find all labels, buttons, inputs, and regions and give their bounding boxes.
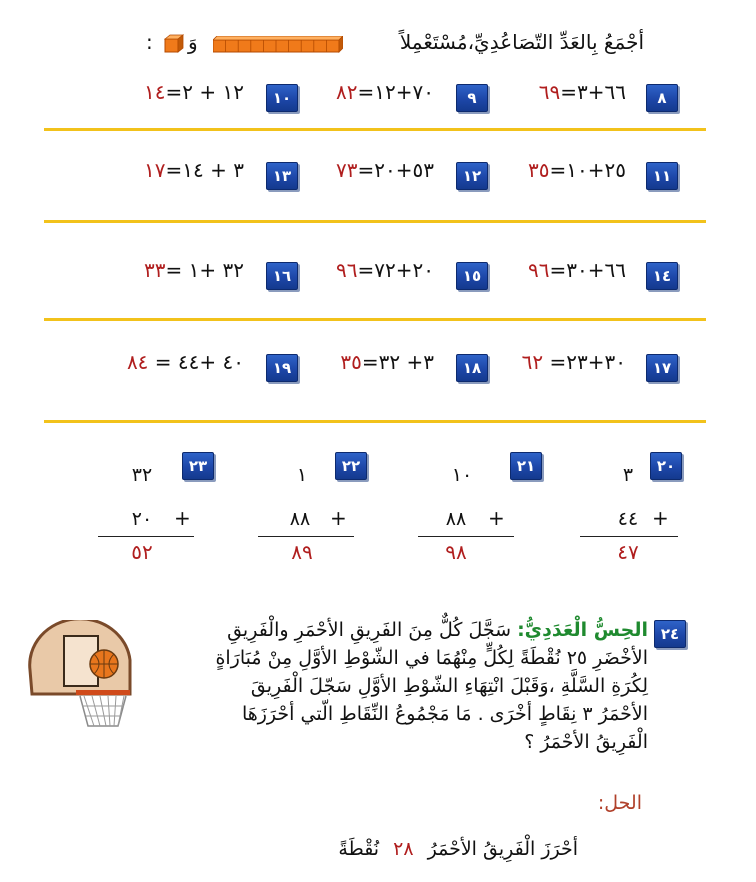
plus-sign: + — [652, 506, 669, 530]
equation-expression: ٧٠+١٢= — [357, 80, 434, 104]
exercise-number-badge: ٢٢ — [335, 452, 367, 480]
divider — [44, 220, 706, 223]
ten-rod-icon — [213, 36, 343, 54]
basketball-hoop-illustration — [24, 620, 136, 732]
instruction-text: أجْمَعُ بِالعَدِّ التّصَاعُدِيِّ،مُسْتَعْمِلاً — [399, 30, 644, 54]
sum-answer: ٤٧ — [617, 540, 639, 564]
equation-answer: ١٤ — [144, 80, 166, 104]
divider — [44, 318, 706, 321]
exercise-number-badge: ٢٤ — [654, 620, 686, 648]
solution-value: ٢٨ — [393, 838, 414, 860]
equation-expression: ٣٢ +١ = — [165, 258, 244, 282]
sum-answer: ٩٨ — [445, 540, 467, 564]
equation — [336, 80, 434, 104]
solution-prefix: أحْرَزَ الْفَرِيقُ الأحْمَرُ — [427, 838, 578, 860]
equation — [340, 350, 434, 374]
exercise-number-badge: ١٦ — [266, 262, 298, 290]
equation-answer: ٩٦ — [528, 258, 550, 282]
word-problem — [88, 616, 648, 756]
plus-sign: + — [488, 506, 505, 530]
equation-answer: ٣٥ — [340, 350, 362, 374]
problem-text: الأخْضَرِ ٢٥ نُقْطَةً لِكُلٍّ مِنْهُمَا في الشّوْطِ الأوَّلِ مِنْ مُبَارَاةٍ — [215, 647, 648, 669]
equation-answer: ٧٣ — [336, 158, 358, 182]
equation-expression: ٣ + ١٤= — [165, 158, 244, 182]
sum-answer: ٨٩ — [291, 540, 313, 564]
equation-answer: ١٧ — [144, 158, 166, 182]
equation — [144, 258, 244, 282]
addend-bottom: ٤٤ — [617, 508, 639, 530]
exercise-number-badge: ٢٣ — [182, 452, 214, 480]
equation-answer: ٩٦ — [336, 258, 358, 282]
equation-answer: ٦٢ — [521, 350, 544, 374]
addend-top: ٣ — [622, 464, 634, 486]
solution-suffix: نُقْطَةً — [338, 838, 380, 860]
instruction-colon: : — [146, 30, 153, 54]
problem-text: الأحْمَرُ ٣ نِقَاطٍ أخْرَى . مَا مَجْمُوعُ النِّقَاطِ الّتي أحْرَزَهَا — [241, 703, 648, 725]
addend-bottom: ٢٠ — [131, 508, 153, 530]
sum-line — [98, 536, 194, 537]
equation-answer: ٣٣ — [144, 258, 166, 282]
equation — [336, 158, 434, 182]
exercise-number-badge: ١٤ — [646, 262, 678, 290]
exercise-number-badge: ١٥ — [456, 262, 488, 290]
equation-expression: ١٢ + ٢= — [165, 80, 244, 104]
sum-line — [580, 536, 678, 537]
solution-label: الحل: — [597, 792, 642, 814]
equation-expression: ٢٠+٧٢= — [357, 258, 434, 282]
addend-top: ١٠ — [451, 464, 473, 486]
plus-sign: + — [174, 506, 191, 530]
sum-line — [418, 536, 514, 537]
exercise-number-badge: ١٣ — [266, 162, 298, 190]
equation-expression: ٢٥+١٠= — [549, 158, 626, 182]
problem-text: الْفَرِيقُ الأحْمَرُ ؟ — [524, 731, 648, 753]
sum-answer: ٥٢ — [131, 540, 153, 564]
addend-bottom: ٨٨ — [445, 508, 467, 530]
unit-cube-icon — [164, 34, 184, 54]
equation — [144, 158, 244, 182]
problem-text: سَجَّلَ كُلٌّ مِنَ الفَرِيقِ الأحْمَرِ والْفَرِيقِ — [227, 619, 512, 641]
addend-top: ٣٢ — [131, 464, 153, 486]
instruction-connector: وَ — [188, 30, 198, 54]
problem-title: الحِسُّ الْعَدَدِيُّ: — [517, 619, 648, 641]
exercise-number-badge: ٨ — [646, 84, 678, 112]
exercise-number-badge: ٩ — [456, 84, 488, 112]
divider — [44, 420, 706, 423]
addend-top: ١ — [296, 464, 308, 486]
equation-expression: ٣+ ٣٢= — [361, 350, 434, 374]
equation-answer: ٦٩ — [538, 80, 561, 104]
equation-answer: ٨٤ — [126, 350, 149, 374]
equation — [144, 80, 244, 104]
exercise-number-badge: ١٩ — [266, 354, 298, 382]
equation-expression: ٦٦+٣٠= — [549, 258, 626, 282]
equation — [127, 350, 244, 374]
plus-sign: + — [330, 506, 347, 530]
equation — [528, 158, 626, 182]
exercise-number-badge: ٢٠ — [650, 452, 682, 480]
exercise-number-badge: ١٧ — [646, 354, 678, 382]
exercise-number-badge: ١٨ — [456, 354, 488, 382]
solution-line — [338, 838, 578, 860]
problem-text: لِكُرَةِ السَّلَّةِ ،وَقَبْلَ انْتِهَاءِ الشّوْطِ الأوَّلِ سَجّلَ الْفَرِيقَ — [250, 675, 648, 697]
equation — [528, 258, 626, 282]
equation — [522, 350, 626, 374]
problem-line-1 — [88, 616, 648, 644]
exercise-number-badge: ٢١ — [510, 452, 542, 480]
equation-expression: ٦٦+٣= — [560, 80, 626, 104]
equation — [539, 80, 626, 104]
exercise-number-badge: ١٠ — [266, 84, 298, 112]
exercise-number-badge: ١٢ — [456, 162, 488, 190]
addend-bottom: ٨٨ — [289, 508, 311, 530]
equation — [336, 258, 434, 282]
equation-answer: ٣٥ — [528, 158, 550, 182]
equation-expression: ٣٠+٢٣= — [543, 350, 626, 374]
exercise-number-badge: ١١ — [646, 162, 678, 190]
divider — [44, 128, 706, 131]
equation-answer: ٨٢ — [336, 80, 358, 104]
sum-line — [258, 536, 354, 537]
equation-expression: ٤٠ +٤٤ = — [148, 350, 244, 374]
equation-expression: ٥٣+٢٠= — [357, 158, 434, 182]
